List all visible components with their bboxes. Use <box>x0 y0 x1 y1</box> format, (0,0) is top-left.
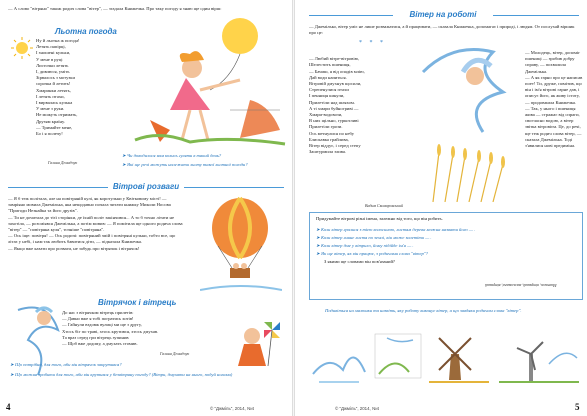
task-item-2: ➤ Коли вітер гинне листя по землі, він може залетіти — . <box>316 235 432 240</box>
task-intro: Придумайте вітрові різні імена, залежно від того, що він робить. <box>316 216 443 221</box>
left-page <box>0 0 292 416</box>
page-number-right: 5 <box>575 402 580 412</box>
wind-wheat-illustration <box>413 42 523 202</box>
bullet-icon: ➤ <box>10 362 15 367</box>
task-item-3: ➤ Коли вітер дме у вітрило, йому підійде ім'я — . <box>316 243 414 248</box>
bullet-icon: ➤ <box>316 227 321 232</box>
side-caption: Малюнок, вітряний, мальовничі, вітряний <box>485 283 557 288</box>
bullet-icon: ➤ <box>122 153 127 158</box>
section3-poem: До нас з вітрячком вітрець прилетів: — Давно вже я тобі погратись хотів! — Гайнули вздовж вулиці ми ще з другу, Хтось біг по траві, хтось крутився, хтось дмухав. Та враз серед гри вітрець зупинив — Щоб вже додому, а дмухать стомив. <box>62 310 159 347</box>
windmill-illustrations <box>309 324 581 388</box>
question-1: ➤ Чи доводилося вам колись гуляти в такий день? <box>122 153 222 158</box>
bullet-icon: ➤ <box>10 372 15 377</box>
pinwheel-kids-illustration <box>232 316 286 376</box>
bullet-icon: ➤ <box>316 251 321 256</box>
question-3: ➤ Що потрібно, для того, аби він вітрячок закрутився? <box>10 362 122 367</box>
poem-author: Галина Демидчук <box>48 160 78 165</box>
balloon-illustration <box>200 196 282 296</box>
stars-divider: * * * <box>359 40 386 46</box>
section-title-rozvahy: Вітрові розваги <box>108 182 184 192</box>
task-box <box>309 212 583 300</box>
banner-title: Вітер на роботі <box>393 10 493 20</box>
col1-intro: — Джемілько, вітер уміє не лише розважатися, а й працювати, — сказала Книжечка, допомагає і природі, і людям. От послухай віршик про це: <box>309 24 575 36</box>
col1-poem-a: — Любий вітре-вітровію, Шелестить пшениця, — Бачиш, я від опадів млію, Дай води напиться. Вітровій дмухнув щосили, Стрепенулися птахи І пенниця кинули, Прилетіли над шляхом. А ті хмари буйногриві — Хмари-водовози, В них щільно, гуркотливі Прилетіли грози. Ось метнулися по небу Блискавка грайлива, Вітер віддує, і серед степу Заштурмила злива. <box>309 56 365 155</box>
section2-text: — Я б теж політала, але на повітряній кулі, як коротульки у Квітковому місті! — замріяно мовила Джемілька, яка нещодавно почала читати книжку Миколи Носова "Пригоди Незнайка та його друзів". — Ти не дочитала до тієї сторінки, де їхній політ закінчився... А то б точно літати не захотіла, — розсміявся Джемілька, а потім мовив: — Я помітила ще одного родича слова "вітер" — "повітряна куля", точніше "повітряна". — Ось іще: повітря! — Ось родичі: повітряний змій і повітряні кульки, тобто все, що літає у небі, і нам так любить бавитися діти, — підказала Книжечка. — Якщо вже казати про розваги, не забудь про вітрячок і вітрячок! <box>8 196 183 251</box>
question-2: ➤ Які ще речі можуть належати льоту такої льотної погоди? <box>122 162 248 167</box>
bullet-icon: ➤ <box>316 243 321 248</box>
intro-text: — А слово "вітряно" також родич слова "вітер", — згадала Книжечка. Про таку погоду я знаю ще один вірш: <box>8 6 222 11</box>
sun-icon <box>10 36 34 60</box>
col2-text: — Молодець, вітер, допоміг пшениці — зробив добру справу, — похвалила Джемілька. — А як гарно про це написав поет! Ти, друже, помітив, що він і ім'я вітрові гарне дав, і описує його, як живу істоту, — продовжила Книжечка. — Так, у нього і пшениця жива — стражає від спраги, своєчасно водою, а вітер звітка вітровієм. Це, до речі, ще теж родич слова вітер, — сказала Джемілька. Тоді з'явилися нові предиміна. <box>525 50 583 149</box>
task-end: З якими ще словами він пов'язаний? <box>324 259 395 264</box>
task-item-1: ➤ Коли вітер гралися з тією волосиною, листям дерева можна назвати його — . <box>316 227 476 232</box>
poem-body: Ну й льотна ж погода! Летять папірці, І зношені кульки, У мене в руці Листочки летять І, дивлюся, уміть Зірвалось з мотузки сорочка й летить! Хмаринки летять, І летять птахи, І вирвалась кулька У мене з руки. Не можуть отримать, Друзям країну. — Тримайте мене, Бо і я полечу! <box>36 38 80 137</box>
bullet-icon: ➤ <box>316 235 321 240</box>
col1-author: Вадим Скомаровський <box>365 203 403 208</box>
footer-left: © "Джміль", 2014, №4 <box>210 406 255 411</box>
section-title-vitrachok: Вітрячок і вітрець <box>98 298 177 307</box>
girl-illustration <box>130 10 290 150</box>
section3-author: Галина Демидчук <box>160 351 190 356</box>
right-page <box>295 0 587 416</box>
page-number-left: 4 <box>6 402 11 412</box>
bullet-icon: ➤ <box>122 162 127 167</box>
footer-right: © "Джміль", 2014, №4 <box>335 406 380 411</box>
poem-title: Льотна погода <box>55 27 117 36</box>
question-4: ➤ Що можна зробити для того, аби він крутився у безвітряну погоду? (Вітри, дмухати на нього, подуй ногами) <box>10 372 233 377</box>
task-item-4: ➤ Як ще вітер, як він працює, з родичами слова "вітер"? <box>316 251 429 256</box>
task2-text: Подивіться на малюнки та назвіть, яку роботу виконує вітер, а що завдяки родичам слова "вітер". <box>325 308 522 313</box>
